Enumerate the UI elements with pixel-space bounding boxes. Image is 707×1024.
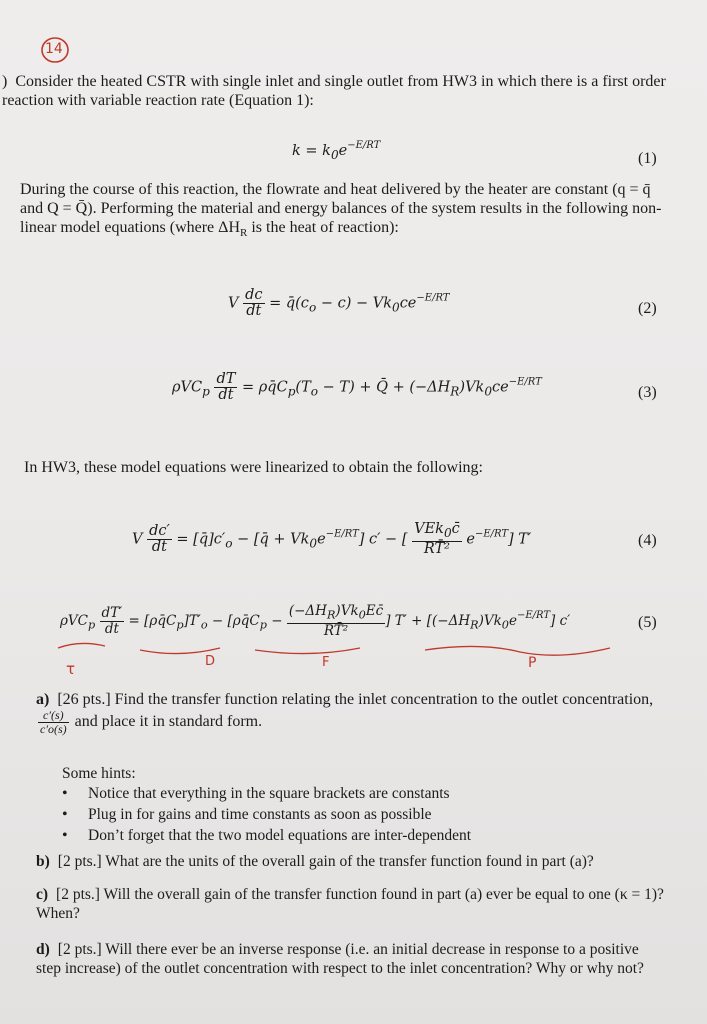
hint-item: • Don’t forget that the two model equations are inter-dependent (62, 826, 662, 845)
eq3-num: dT (216, 371, 236, 387)
part-d-label: d) (36, 941, 50, 958)
eq4-fnum: VEk (414, 521, 444, 537)
eq4-exponent2: −E/RT (474, 528, 509, 540)
part-d-text: [2 pts.] Will there ever be an inverse response (i.e. an initial decrease in response to a positive step increase) of the outlet concentration with respect to the inlet concentration? Why or why not? (36, 941, 644, 977)
description-sub: R (240, 227, 248, 240)
eq5-rest5: )Vk (478, 612, 502, 629)
eq1-sub: 0 (330, 147, 339, 162)
eq3-sub2: p (287, 384, 296, 399)
intro-marker: ) (2, 73, 8, 90)
equation-5-number: (5) (638, 614, 657, 631)
eq4-fden: RT̄² (423, 540, 450, 557)
eq3-derivative (214, 372, 237, 403)
eq4-fsub: 0 (443, 525, 452, 540)
eq2-rest2: ce (399, 295, 417, 312)
eq4-rhs: = [q̄]c′ (176, 531, 226, 548)
eq4-rest2: e (317, 531, 326, 548)
part-c-label: c) (36, 886, 49, 903)
eq5-rhs: = [ρq̄C (128, 612, 177, 629)
handwritten-P: P (528, 655, 537, 671)
part-b (36, 852, 664, 871)
hints-title: Some hints: (62, 765, 136, 782)
eq3-rest4: ce (492, 379, 509, 396)
eq3-sub3: o (310, 384, 319, 399)
part-b-text: [2 pts.] What are the units of the overall gain of the transfer function found in part (a)? (57, 853, 594, 870)
eq5-rest2: − [ρq̄C (207, 612, 260, 629)
equation-1-number: (1) (638, 150, 657, 167)
part-b-label: b) (36, 853, 50, 870)
part-a-frac-num: c′(s) (38, 709, 69, 723)
eq5-fnum: (−ΔH (288, 603, 327, 619)
part-a-frac-den: c′o(s) (40, 722, 67, 736)
eq4-fnum2: c̄ (451, 521, 460, 537)
intro-paragraph (2, 72, 672, 110)
eq2-num: dc (245, 287, 263, 303)
eq1-lhs: k = k (292, 143, 331, 159)
part-a-fraction (38, 709, 69, 736)
eq4-rest5: ] T′ (508, 531, 532, 548)
handwritten-underlines (50, 636, 670, 686)
eq3-den: dt (218, 387, 234, 403)
eq3-lhs: ρVC (172, 379, 203, 396)
eq5-rest4: ] T′ + [(−ΔH (385, 612, 471, 629)
hints-list (62, 784, 662, 845)
equation-3-number: (3) (638, 384, 657, 401)
handwritten-F: F (322, 655, 330, 670)
eq5-den: dt (104, 620, 119, 637)
hints-block (62, 764, 662, 847)
eq5-rest7: ] c′ (550, 612, 571, 629)
eq2-derivative (243, 288, 264, 319)
eq2-sub: o (308, 300, 317, 315)
handwritten-D: D (205, 654, 216, 669)
eq4-rest3: ] c′ − [ (358, 531, 408, 548)
equation-4-number: (4) (638, 532, 657, 549)
eq1-exponent: −E/RT (347, 140, 381, 151)
eq1-e: e (338, 143, 348, 159)
eq4-derivative (147, 524, 172, 555)
eq5-fnum2: )Vk (335, 603, 359, 619)
intro-text: Consider the heated CSTR with single inlet and single outlet from HW3 in which there is a first order reaction with variable reaction rate (Equation 1): (2, 73, 666, 109)
eq5-fnum3: Ec̄ (365, 603, 384, 619)
equation-1 (292, 140, 380, 162)
eq4-exponent: −E/RT (325, 528, 359, 540)
eq5-fden: RT̄² (323, 622, 349, 639)
eq2-rhs: = q̄(c (269, 295, 309, 312)
eq3-rest3: )Vk (459, 379, 485, 396)
eq5-sub: p (88, 618, 96, 632)
equation-3 (172, 372, 542, 403)
eq2-V: V (228, 295, 239, 312)
equation-4 (132, 522, 531, 557)
linearized-intro: In HW3, these model equations were linearized to obtain the following: (24, 459, 483, 476)
eq5-rest3: − (266, 612, 287, 629)
eq4-den: dt (151, 538, 167, 555)
eq2-exponent: −E/RT (416, 292, 450, 304)
eq3-exponent: −E/RT (508, 376, 542, 388)
description-text: During the course of this reaction, the flowrate and heat delivered by the heater are constant (q = q̄ and Q = Q̄). Performing the material and energy balances of the system results in the following non-linear model equations (where ΔH (20, 181, 662, 236)
eq4-rest4: e (461, 531, 475, 548)
description-end: is the heat of reaction): (247, 219, 399, 236)
part-a-text2: and place it in standard form. (74, 713, 263, 731)
eq2-rest: − c) − Vk (316, 295, 392, 312)
description-paragraph (20, 180, 665, 243)
eq4-frac-num (412, 522, 462, 542)
eq4-V: V (132, 531, 143, 548)
eq2-sub2: 0 (392, 300, 400, 315)
handwritten-problem-number (40, 36, 70, 64)
hint-item: • Plug in for gains and time constants as soon as possible (62, 805, 662, 824)
eq3-rest: (T (295, 379, 311, 396)
eq5-sub3: o (200, 618, 208, 632)
eq4-rest: − [q̄ + Vk (232, 531, 310, 548)
eq5-derivative (100, 606, 125, 637)
eq5-exponent: −E/RT (516, 609, 551, 621)
eq4-sub: o (225, 536, 233, 551)
eq5-rest6: e (508, 612, 517, 629)
eq5-num: dT′ (101, 604, 123, 621)
eq5-frac-num (287, 604, 385, 624)
part-a-label: a) (36, 691, 50, 708)
part-c-text: [2 pts.] Will the overall gain of the transfer function found in part (a) ever be equal to one (κ = 1)? When? (36, 886, 664, 922)
hint-item: • Notice that everything in the square brackets are constants (62, 784, 662, 803)
eq4-num: dc′ (149, 522, 170, 539)
part-d (36, 940, 666, 978)
problem-number: 14 (45, 41, 63, 57)
eq5-rest: ]T′ (183, 612, 201, 629)
eq5-sub6: 0 (501, 618, 509, 632)
eq5-fsub: R (326, 608, 336, 622)
eq5-lhs: ρVC (60, 612, 89, 629)
equation-2 (228, 288, 449, 319)
part-a (36, 690, 664, 736)
equation-5 (60, 604, 570, 639)
eq3-rhs: = ρq̄C (242, 379, 288, 396)
eq4-sub2: 0 (309, 536, 318, 551)
part-a-text: [26 pts.] Find the transfer function relating the inlet concentration to the outlet concentration, (57, 691, 654, 708)
eq3-sub4: R (450, 384, 460, 399)
eq3-rest2: − T) + Q̄ + (−ΔH (318, 379, 451, 396)
eq5-fsub2: 0 (358, 608, 366, 622)
eq5-fraction (287, 604, 385, 639)
eq3-sub: p (202, 384, 210, 399)
equation-2-number: (2) (638, 300, 657, 317)
eq2-den: dt (246, 303, 262, 319)
eq5-sub2: p (176, 618, 184, 632)
part-c (36, 885, 666, 923)
eq3-sub5: 0 (484, 384, 493, 399)
eq4-fraction (412, 522, 462, 557)
eq5-sub4: p (259, 618, 267, 632)
eq5-sub5: R (470, 618, 479, 632)
handwritten-tau: τ (66, 660, 76, 678)
